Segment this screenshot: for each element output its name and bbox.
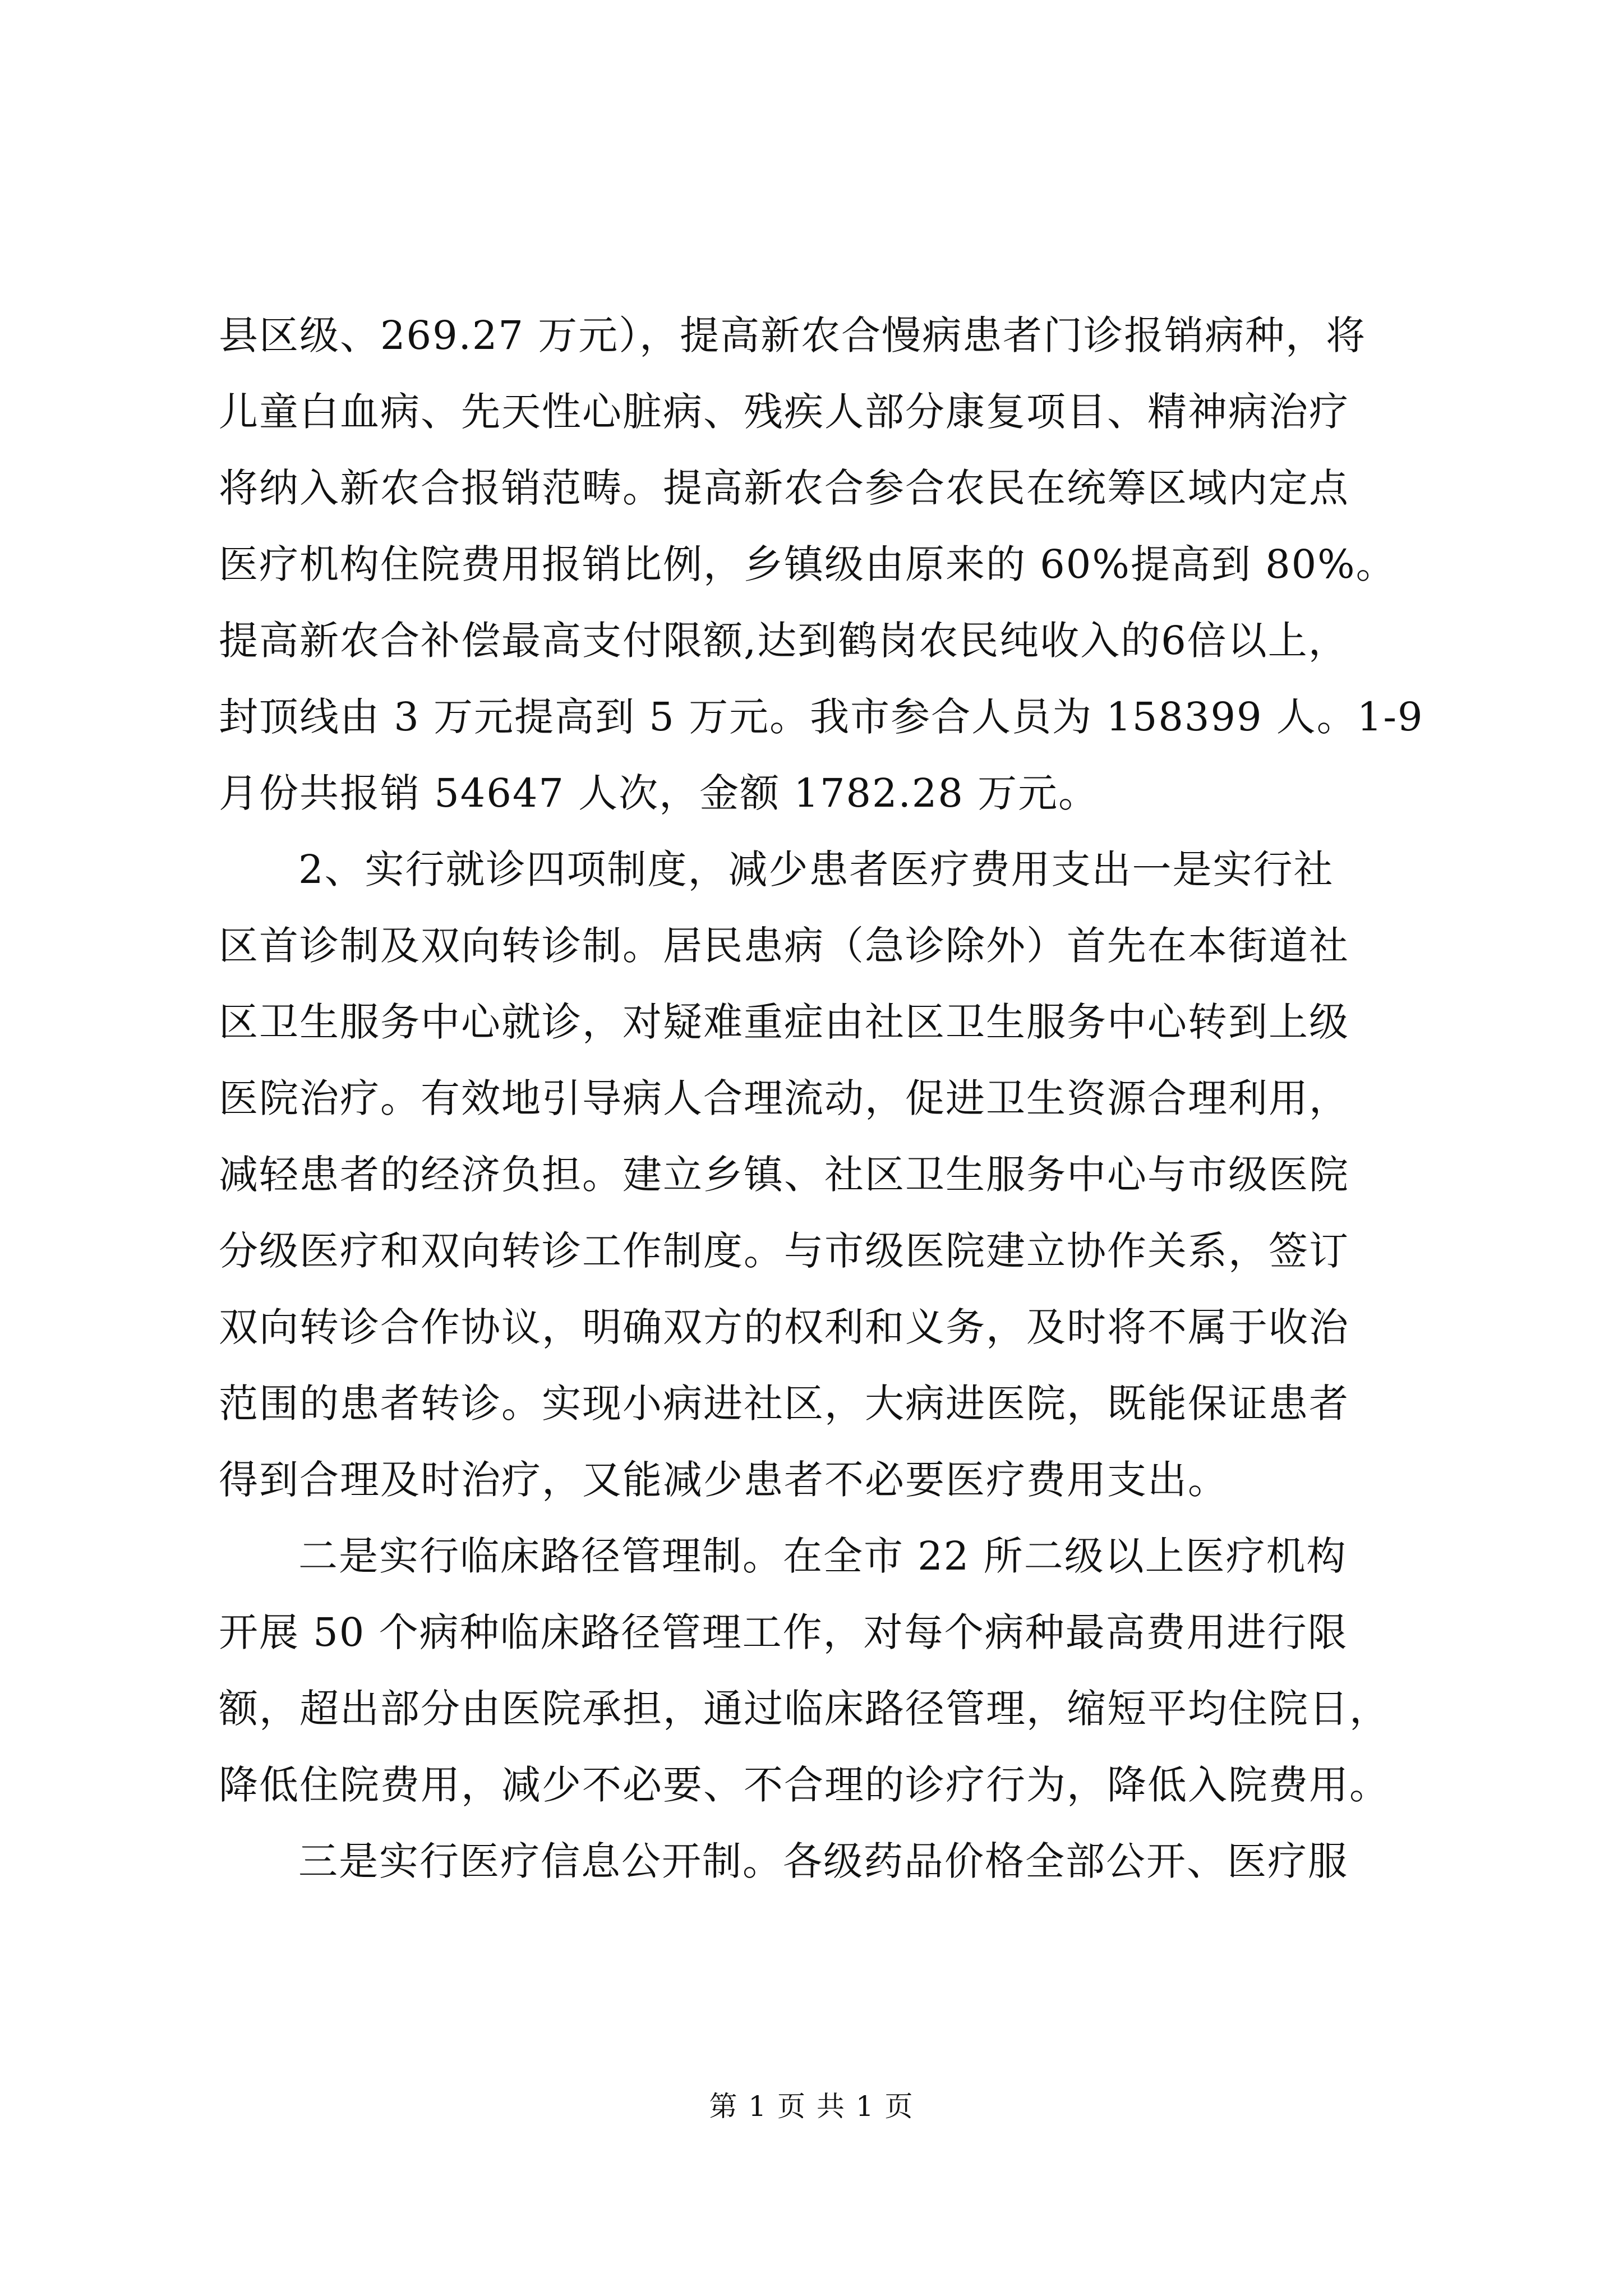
text-line: 区首诊制及双向转诊制。居民患病（急诊除外）首先在本街道社	[219, 923, 1349, 969]
paragraph-start-line: 二是实行临床路径管理制。在全市 22 所二级以上医疗机构	[298, 1533, 1347, 1579]
text-line: 县区级、269.27 万元），提高新农合慢病患者门诊报销病种，将	[219, 312, 1367, 358]
text-line: 区卫生服务中心就诊，对疑难重症由社区卫生服务中心转到上级	[219, 999, 1349, 1045]
text-line: 降低住院费用，减少不必要、不合理的诊疗行为，降低入院费用。	[219, 1762, 1390, 1808]
page-footer: 第 1 页 共 1 页	[709, 2090, 914, 2123]
text-line: 得到合理及时治疗，又能减少患者不必要医疗费用支出。	[219, 1457, 1228, 1503]
text-line: 双向转诊合作协议，明确双方的权利和义务，及时将不属于收治	[219, 1304, 1349, 1350]
body-text	[219, 297, 1430, 1899]
paragraph-start-line: 三是实行医疗信息公开制。各级药品价格全部公开、医疗服	[298, 1838, 1348, 1884]
text-line: 将纳入新农合报销范畴。提高新农合参合农民在统筹区域内定点	[219, 465, 1349, 511]
text-line: 提高新农合补偿最高支付限额,达到鹤岗农民纯收入的6倍以上，	[219, 618, 1349, 664]
text-line: 开展 50 个病种临床路径管理工作，对每个病种最高费用进行限	[219, 1609, 1348, 1655]
paragraph-start-line: 2、实行就诊四项制度，减少患者医疗费用支出一是实行社	[298, 846, 1334, 892]
text-line: 儿童白血病、先天性心脏病、残疾人部分康复项目、精神病治疗	[219, 389, 1349, 435]
text-line: 月份共报销 54647 人次，金额 1782.28 万元。	[219, 770, 1099, 816]
text-line: 减轻患者的经济负担。建立乡镇、社区卫生服务中心与市级医院	[219, 1152, 1349, 1198]
text-line: 医疗机构住院费用报销比例，乡镇级由原来的 60%提高到 80%。	[219, 541, 1396, 587]
text-line: 额，超出部分由医院承担，通过临床路径管理，缩短平均住院日，	[219, 1686, 1390, 1732]
text-line: 范围的患者转诊。实现小病进社区，大病进医院，既能保证患者	[219, 1381, 1349, 1427]
text-line: 封顶线由 3 万元提高到 5 万元。我市参合人员为 158399 人。1-9	[219, 694, 1424, 740]
text-line: 医院治疗。有效地引导病人合理流动，促进卫生资源合理利用，	[219, 1075, 1349, 1121]
text-line: 分级医疗和双向转诊工作制度。与市级医院建立协作关系，签订	[219, 1228, 1349, 1274]
